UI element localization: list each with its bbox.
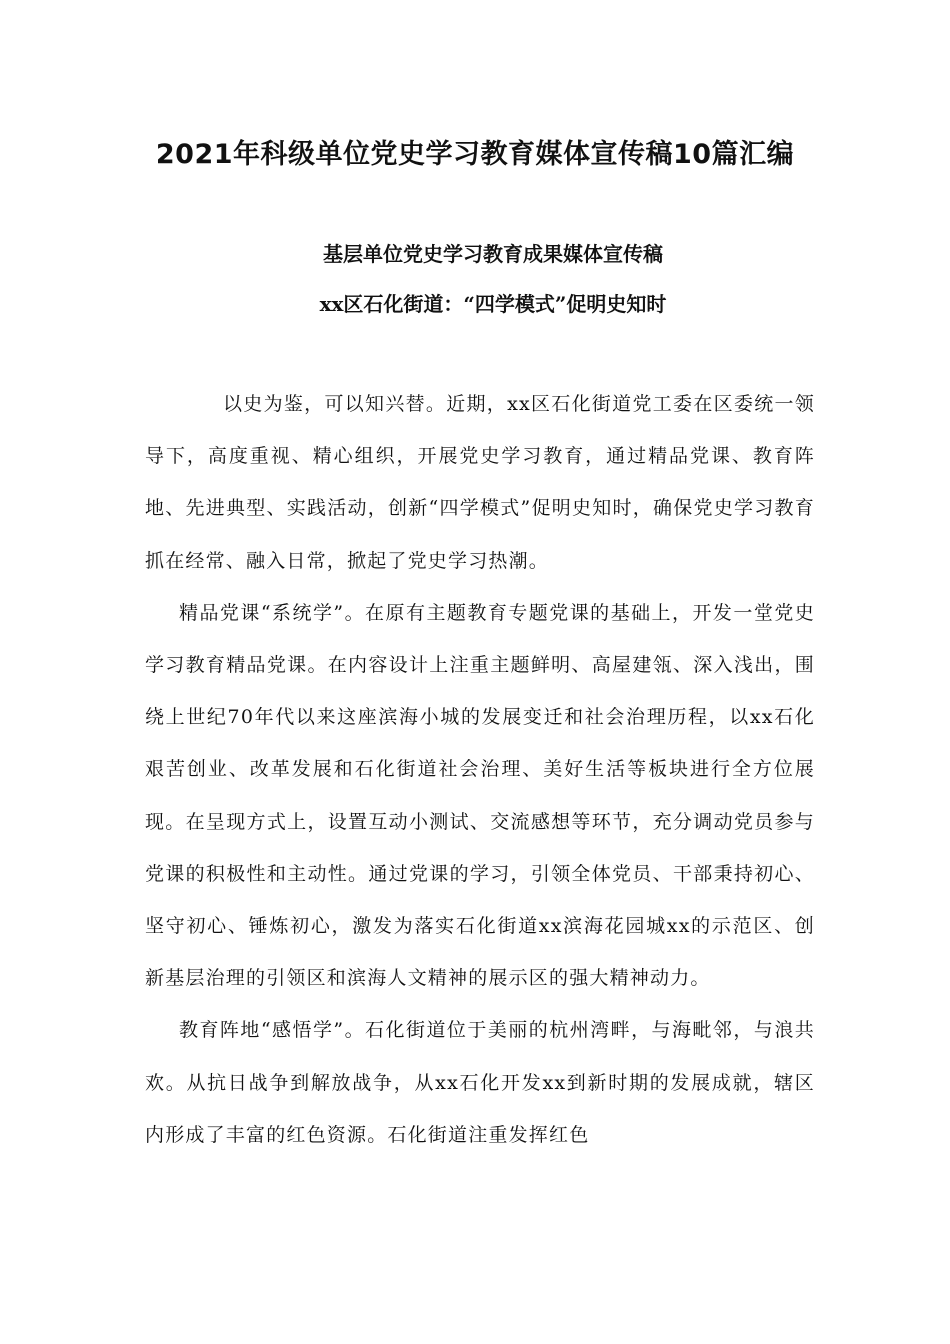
document-title: 2021年科级单位党史学习教育媒体宣传稿10篇汇编 [155, 139, 795, 170]
paragraph: 精品党课“系统学”。在原有主题教育专题党课的基础上，开发一堂党史学习教育精品党课。在内容设计上注重主题鲜明、高屋建瓴、深入浅出，围绕上世纪70年代以来这座滨海小城的发展变迁和社会治理历程，以xx石化艰苦创业、改革发展和石化街道社会治理、美好生活等板块进行全方位展现。在呈现方式上，设置互动小测试、交流感想等环节，充分调动党员参与党课的积极性和主动性。通过党课的学习，引领全体党员、干部秉持初心、坚守初心、锤炼初心，激发为落实石化街道xx滨海花园城xx的示范区、创新基层治理的引领区和滨海人文精神的展示区的强大精神动力。 [145, 601, 815, 990]
article-subheading: xx区石化街道：“四学模式”促明史知时 [319, 292, 667, 316]
article-body [145, 378, 815, 1161]
article-heading: 基层单位党史学习教育成果媒体宣传稿 [323, 242, 663, 266]
paragraph: 教育阵地“感悟学”。石化街道位于美丽的杭州湾畔，与海毗邻，与浪共欢。从抗日战争到解放战争，从xx石化开发xx到新时期的发展成就，辖区内形成了丰富的红色资源。石化街道注重发挥红色 [145, 1019, 815, 1146]
paragraph: 以史为鉴，可以知兴替。近期，xx区石化街道党工委在区委统一领导下，高度重视、精心组织，开展党史学习教育，通过精品党课、教育阵地、先进典型、实践活动，创新“四学模式”促明史知时，确保党史学习教育抓在经常、融入日常，掀起了党史学习热潮。 [145, 393, 815, 572]
